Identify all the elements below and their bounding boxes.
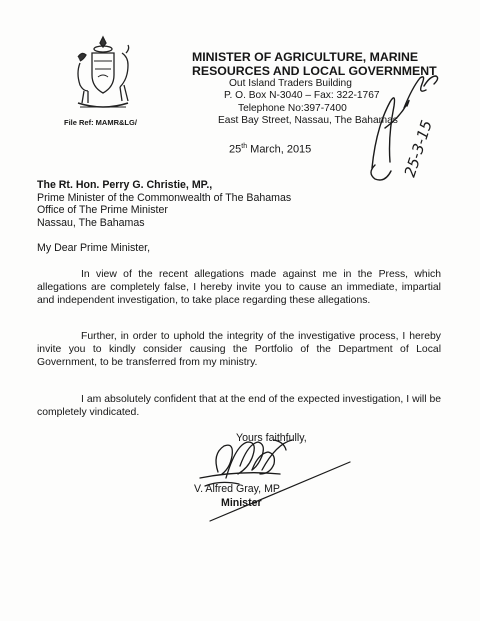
signer-name: V. Alfred Gray, MP. xyxy=(194,483,282,495)
date-day: 25 xyxy=(229,143,242,156)
recipient-line4: Nassau, The Bahamas xyxy=(37,216,145,229)
recipient-address xyxy=(37,179,291,229)
salutation: My Dear Prime Minister, xyxy=(37,242,151,254)
letterhead xyxy=(188,50,478,128)
building-line: Out Island Traders Building xyxy=(229,78,352,89)
ministry-title-line1: MINISTER OF AGRICULTURE, MARINE xyxy=(192,50,419,64)
closing: Yours faithfully, xyxy=(236,432,307,444)
letter-date xyxy=(229,143,311,156)
date-suffix: th xyxy=(241,143,248,150)
date-rest: March, 2015 xyxy=(247,143,312,156)
body-paragraph-3: I am absolutely confident that at the end of the expected investigation, I will be completely vindicated. xyxy=(37,394,441,418)
recipient-name: The Rt. Hon. Perry G. Christie, MP., xyxy=(37,179,213,191)
file-reference: File Ref: MAMR&LG/ xyxy=(64,118,137,127)
signer-title: Minister xyxy=(221,497,262,509)
signature-mark xyxy=(200,440,292,486)
street-line: East Bay Street, Nassau, The Bahamas xyxy=(218,115,398,127)
handwritten-date: 25-3-15 xyxy=(400,117,436,180)
pobox-fax-line: P. O. Box N-3040 – Fax: 322-1767 xyxy=(224,90,380,102)
body-paragraph-2: Further, in order to uphold the integrity of the investigative process, I hereby invite you to kindly consider causing the Portfolio of the Department of Local Government, to be transferred from my ministry. xyxy=(37,331,441,368)
recipient-line2: Prime Minister of the Commonwealth of The Bahamas xyxy=(37,191,292,204)
telephone-line: Telephone No:397-7400 xyxy=(238,102,347,114)
recipient-line3: Office of The Prime Minister xyxy=(37,204,168,217)
coat-of-arms-icon xyxy=(70,33,136,111)
body-paragraph-1: In view of the recent allegations made against me in the Press, which allegations are completely false, I hereby invite you to cause an immediate, impartial and independent investigation, to take place regarding these allegations. xyxy=(37,269,441,306)
ministry-title-line2: RESOURCES AND LOCAL GOVERNMENT xyxy=(192,64,437,78)
